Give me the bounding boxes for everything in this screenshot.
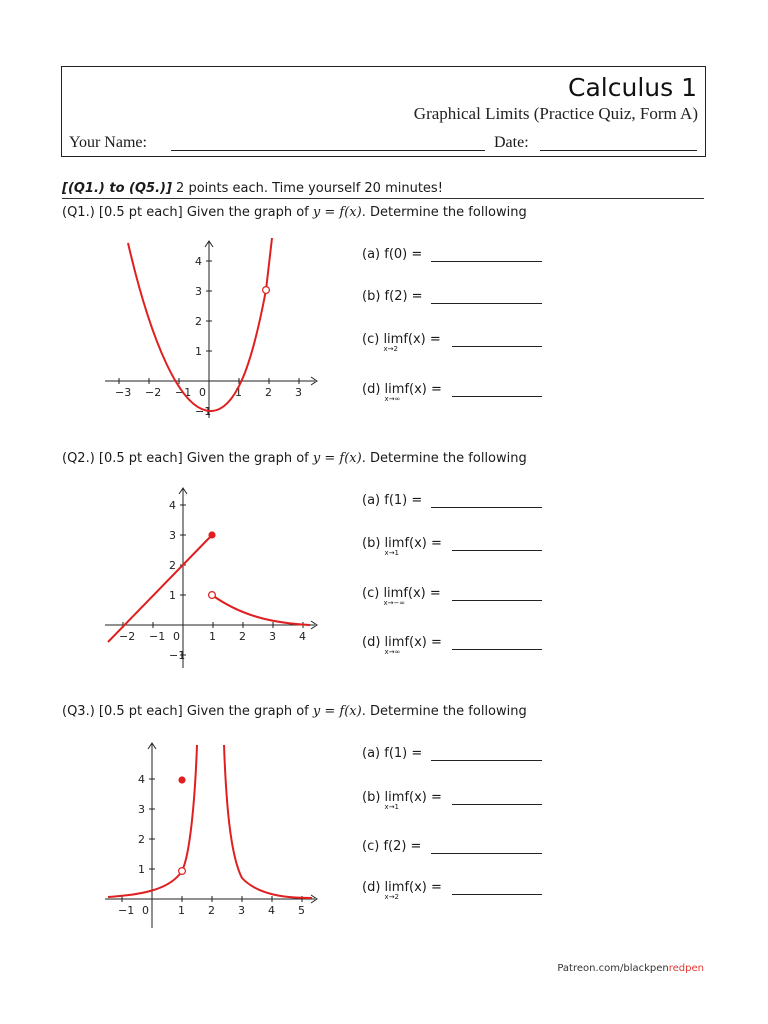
q2-x-tick-label: −2 bbox=[119, 630, 136, 643]
part-expression: f(1) = bbox=[384, 746, 423, 761]
part-label: (b) bbox=[362, 289, 381, 304]
lim-word: lim bbox=[384, 790, 405, 805]
answer-blank[interactable] bbox=[452, 346, 542, 347]
q2-y-tick-label: −1 bbox=[169, 649, 186, 662]
q1-suffix: . Determine the following bbox=[361, 205, 527, 220]
limit-subscript: x→2 bbox=[384, 893, 400, 901]
q3-y-tick-label: 2 bbox=[138, 833, 145, 846]
limit-operator bbox=[384, 880, 405, 901]
q3-x-tick-label: −1 bbox=[118, 904, 135, 917]
q1-x-tick-label: −2 bbox=[145, 386, 162, 399]
q1-x-tick-label: 2 bbox=[265, 386, 272, 399]
limit-operator bbox=[384, 382, 405, 403]
instructions-range: [(Q1.) to (Q5.)] bbox=[62, 181, 172, 196]
q3-part-b bbox=[362, 790, 442, 811]
q3-x-tick-label: 3 bbox=[238, 904, 245, 917]
q3-y-tick-label: 1 bbox=[138, 863, 145, 876]
q1-y-tick-label: 3 bbox=[195, 285, 202, 298]
part-expression: f(1) = bbox=[384, 493, 423, 508]
part-label: (d) bbox=[362, 382, 381, 397]
instructions-text: 2 points each. Time yourself 20 minutes! bbox=[171, 181, 443, 196]
q2-x-tick-label: 1 bbox=[209, 630, 216, 643]
q3-part-d bbox=[362, 880, 442, 901]
part-expression: f(2) = bbox=[384, 289, 423, 304]
footer-text: Patreon.com/blackpen bbox=[557, 963, 669, 974]
limit-subscript: x→1 bbox=[384, 803, 400, 811]
part-label: (a) bbox=[362, 746, 381, 761]
lim-word: lim bbox=[384, 382, 405, 397]
part-label: (d) bbox=[362, 880, 381, 895]
q1-y-tick-label: 2 bbox=[195, 315, 202, 328]
q1-x-tick-label: 0 bbox=[199, 386, 206, 399]
limit-subscript: x→−∞ bbox=[383, 599, 406, 607]
q2-x-tick-label: 0 bbox=[173, 630, 180, 643]
q2-part-d bbox=[362, 635, 442, 656]
limit-subscript: x→∞ bbox=[384, 395, 401, 403]
answer-blank[interactable] bbox=[431, 853, 542, 854]
q3-y-tick-label: 4 bbox=[138, 773, 145, 786]
part-expression: f(x) = bbox=[404, 790, 442, 805]
lim-word: lim bbox=[383, 586, 404, 601]
answer-blank[interactable] bbox=[452, 600, 542, 601]
q3-graph bbox=[100, 740, 325, 930]
answer-blank[interactable] bbox=[431, 261, 542, 262]
part-expression: f(x) = bbox=[404, 382, 442, 397]
q3-prefix: (Q3.) [0.5 pt each] Given the graph of bbox=[62, 704, 313, 719]
q2-y-tick-label: 2 bbox=[169, 559, 176, 572]
answer-blank[interactable] bbox=[431, 760, 542, 761]
lim-word: lim bbox=[384, 880, 405, 895]
q1-x-tick-label: −1 bbox=[175, 386, 192, 399]
q3-x-tick-label: 5 bbox=[298, 904, 305, 917]
q2-x-tick-label: 2 bbox=[239, 630, 246, 643]
header-box bbox=[61, 66, 706, 157]
q2-closed-point bbox=[208, 531, 215, 538]
q3-part-c bbox=[362, 839, 421, 854]
q2-y-tick-label: 4 bbox=[169, 499, 176, 512]
lim-word: lim bbox=[384, 536, 405, 551]
q1-prefix: (Q1.) [0.5 pt each] Given the graph of bbox=[62, 205, 313, 220]
q1-part-c bbox=[362, 332, 441, 353]
q2-y-tick-label: 1 bbox=[169, 589, 176, 602]
limit-operator bbox=[384, 635, 405, 656]
page-subtitle: Graphical Limits (Practice Quiz, Form A) bbox=[413, 104, 698, 123]
q2-line-segment bbox=[108, 535, 212, 642]
q2-prompt bbox=[62, 451, 527, 466]
limit-subscript: x→1 bbox=[384, 549, 400, 557]
q1-prompt bbox=[62, 205, 527, 220]
q3-y-tick-label: 3 bbox=[138, 803, 145, 816]
instructions bbox=[62, 181, 443, 196]
q3-suffix: . Determine the following bbox=[361, 704, 527, 719]
part-label: (c) bbox=[362, 839, 380, 854]
part-expression: f(2) = bbox=[383, 839, 422, 854]
part-label: (d) bbox=[362, 635, 381, 650]
q1-part-b bbox=[362, 289, 423, 304]
q3-x-tick-label: 4 bbox=[268, 904, 275, 917]
q2-suffix: . Determine the following bbox=[361, 451, 527, 466]
q3-open-point bbox=[179, 868, 186, 875]
part-expression: f(x) = bbox=[403, 586, 441, 601]
date-label: Date: bbox=[494, 134, 529, 151]
part-label: (c) bbox=[362, 332, 380, 347]
q2-x-tick-label: −1 bbox=[149, 630, 166, 643]
q3-math: y = f(x) bbox=[312, 704, 362, 719]
q1-open-point bbox=[263, 287, 270, 294]
q1-y-tick-label: −1 bbox=[195, 405, 212, 418]
q3-prompt bbox=[62, 704, 527, 719]
answer-blank[interactable] bbox=[452, 396, 542, 397]
q2-x-tick-label: 3 bbox=[269, 630, 276, 643]
lim-word: lim bbox=[383, 332, 404, 347]
footer-accent: redpen bbox=[668, 963, 704, 974]
part-label: (c) bbox=[362, 586, 380, 601]
q2-part-c bbox=[362, 586, 441, 607]
q1-math: y = f(x) bbox=[312, 205, 362, 220]
part-label: (b) bbox=[362, 536, 381, 551]
name-label: Your Name: bbox=[69, 134, 147, 151]
q2-y-tick-label: 3 bbox=[169, 529, 176, 542]
limit-operator bbox=[383, 332, 404, 353]
part-expression: f(x) = bbox=[404, 880, 442, 895]
part-label: (a) bbox=[362, 247, 381, 262]
limit-subscript: x→2 bbox=[383, 345, 398, 353]
q2-part-b bbox=[362, 536, 442, 557]
q1-graph bbox=[100, 238, 325, 420]
q1-x-tick-label: 1 bbox=[235, 386, 242, 399]
q3-part-a bbox=[362, 746, 422, 761]
page-title: Calculus 1 bbox=[568, 73, 697, 102]
part-label: (a) bbox=[362, 493, 381, 508]
q2-open-point bbox=[209, 592, 216, 599]
date-blank[interactable] bbox=[540, 150, 697, 151]
limit-operator bbox=[384, 536, 405, 557]
q1-part-d bbox=[362, 382, 442, 403]
q1-y-tick-label: 4 bbox=[195, 255, 202, 268]
q1-y-tick-label: 1 bbox=[195, 345, 202, 358]
limit-operator bbox=[384, 790, 405, 811]
answer-blank[interactable] bbox=[431, 303, 542, 304]
part-expression: f(0) = bbox=[384, 247, 423, 262]
answer-blank[interactable] bbox=[452, 649, 542, 650]
part-expression: f(x) = bbox=[403, 332, 441, 347]
q1-x-tick-label: 3 bbox=[295, 386, 302, 399]
name-blank[interactable] bbox=[171, 150, 485, 151]
q2-part-a bbox=[362, 493, 422, 508]
answer-blank[interactable] bbox=[452, 804, 542, 805]
q2-math: y = f(x) bbox=[312, 451, 362, 466]
q2-decay-curve bbox=[212, 595, 310, 625]
footer-credit[interactable] bbox=[557, 963, 704, 974]
q1-part-a bbox=[362, 247, 422, 262]
answer-blank[interactable] bbox=[452, 550, 542, 551]
q3-x-tick-label: 1 bbox=[178, 904, 185, 917]
part-expression: f(x) = bbox=[404, 536, 442, 551]
q1-x-tick-label: −3 bbox=[115, 386, 132, 399]
instructions-rule bbox=[62, 198, 704, 199]
limit-subscript: x→∞ bbox=[384, 648, 401, 656]
answer-blank[interactable] bbox=[452, 894, 542, 895]
q3-x-tick-label: 0 bbox=[142, 904, 149, 917]
q2-graph bbox=[100, 485, 325, 670]
answer-blank[interactable] bbox=[431, 507, 542, 508]
part-expression: f(x) = bbox=[404, 635, 442, 650]
q3-closed-point bbox=[178, 776, 185, 783]
part-label: (b) bbox=[362, 790, 381, 805]
q3-right-branch bbox=[224, 745, 312, 898]
limit-operator bbox=[383, 586, 406, 607]
q2-x-tick-label: 4 bbox=[299, 630, 306, 643]
q3-x-tick-label: 2 bbox=[208, 904, 215, 917]
q2-prefix: (Q2.) [0.5 pt each] Given the graph of bbox=[62, 451, 313, 466]
lim-word: lim bbox=[384, 635, 405, 650]
